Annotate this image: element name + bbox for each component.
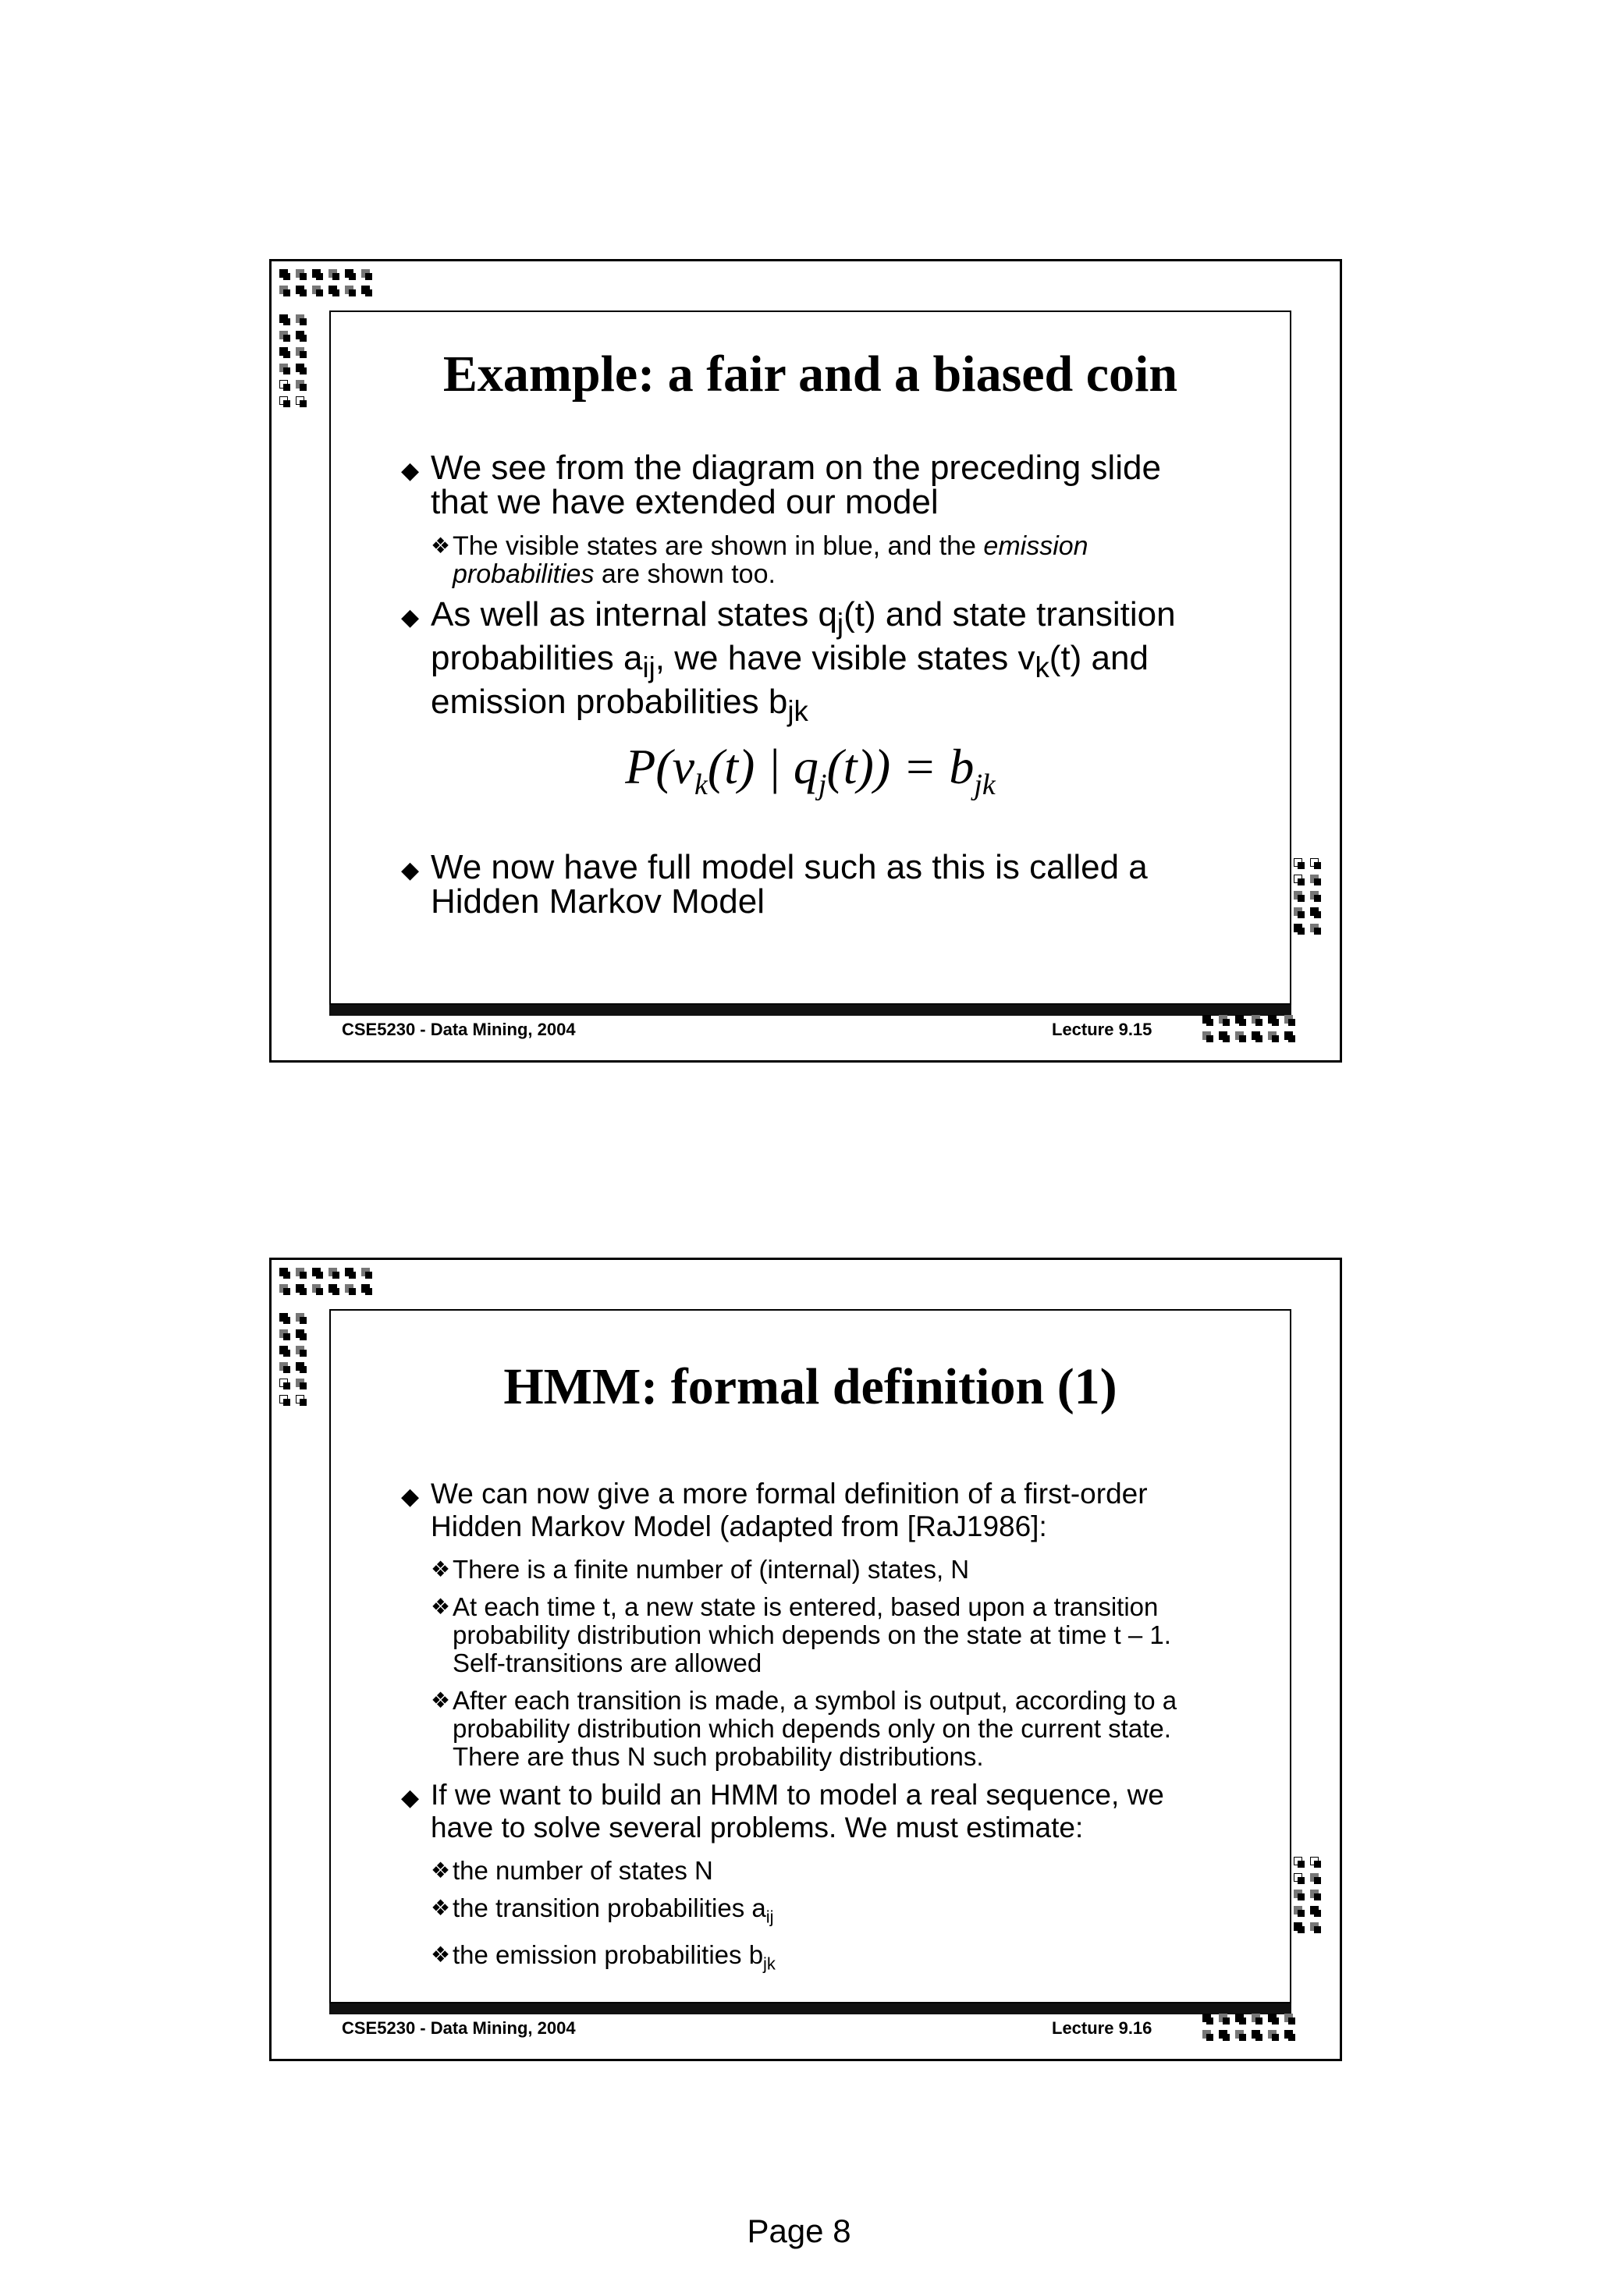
emission-probability-formula: $P(v_k(t)$ | $q_j(t)) = b_{jk}$ — [625, 739, 996, 801]
slide-9-16 — [269, 1258, 1342, 2061]
bullet-list-2 — [401, 850, 1227, 932]
slide-title: HMM: formal definition (1) — [503, 1358, 1117, 1415]
slide-content-panel — [329, 1309, 1291, 2003]
corner-pattern-top-left — [279, 269, 372, 296]
corner-pattern-right-column — [1294, 858, 1321, 935]
sub-bullet-item: ❖ After each transition is made, a symbol is output, according to a probability distribution which depends only on the current state. There are thus N such probability distributions. — [401, 1687, 1227, 1771]
bullet-item: ◆ We see from the diagram on the preceding slide that we have extended our model — [401, 451, 1227, 520]
slide-content-panel — [329, 311, 1291, 1005]
sub-bullet-item: ❖ the number of states N — [401, 1857, 1227, 1885]
sub-bullet-item: ❖ At each time t, a new state is entered, based upon a transition probability distribution which depends on the state at time t – 1. Self-transitions are allowed — [401, 1593, 1227, 1677]
footer-lecture-number: Lecture 9.16 — [1052, 2018, 1152, 2038]
bullet-list — [401, 451, 1227, 740]
sub-bullet-item: ❖ There is a finite number of (internal) states, N — [401, 1556, 1227, 1584]
sub-bullet-item: ❖ The visible states are shown in blue, and the emission probabilities are shown too. — [401, 532, 1227, 588]
sub-bullet-item: ❖ the emission probabilities $b_{jk}$ — [401, 1941, 1227, 1978]
corner-pattern-bottom-right — [1202, 2014, 1295, 2041]
slide-9-15 — [269, 259, 1342, 1063]
bullet-item: ◆ We can now give a more formal definition of a first-order Hidden Markov Model (adapted from [RaJ1986]: — [401, 1478, 1227, 1543]
sub-bullet-item: ❖ the transition probabilities $a_{ij}$ — [401, 1894, 1227, 1932]
corner-pattern-right-column — [1294, 1857, 1321, 1933]
page-number: Page 8 — [747, 2213, 851, 2249]
footer-course: CSE5230 - Data Mining, 2004 — [342, 1020, 576, 1039]
bullet-list — [401, 1478, 1227, 1987]
footer-course: CSE5230 - Data Mining, 2004 — [342, 2018, 576, 2038]
corner-pattern-left-column — [279, 314, 307, 407]
bullet-item: ◆ We now have full model such as this is called a Hidden Markov Model — [401, 850, 1227, 919]
slide-title: Example: a fair and a biased coin — [442, 346, 1178, 403]
corner-pattern-bottom-right — [1202, 1015, 1295, 1042]
corner-pattern-top-left — [279, 1268, 372, 1295]
footer-lecture-number: Lecture 9.15 — [1052, 1020, 1152, 1039]
bullet-item: ◆ As well as internal states $q_j(t)$ and state transition probabilities $a_{ij}$, we have visible states $v_k(t)$ and emission probabilities $b_{jk}$ — [401, 598, 1227, 728]
bullet-item: ◆ If we want to build an HMM to model a real sequence, we have to solve several problems. We must estimate: — [401, 1779, 1227, 1844]
corner-pattern-left-column — [279, 1313, 307, 1406]
